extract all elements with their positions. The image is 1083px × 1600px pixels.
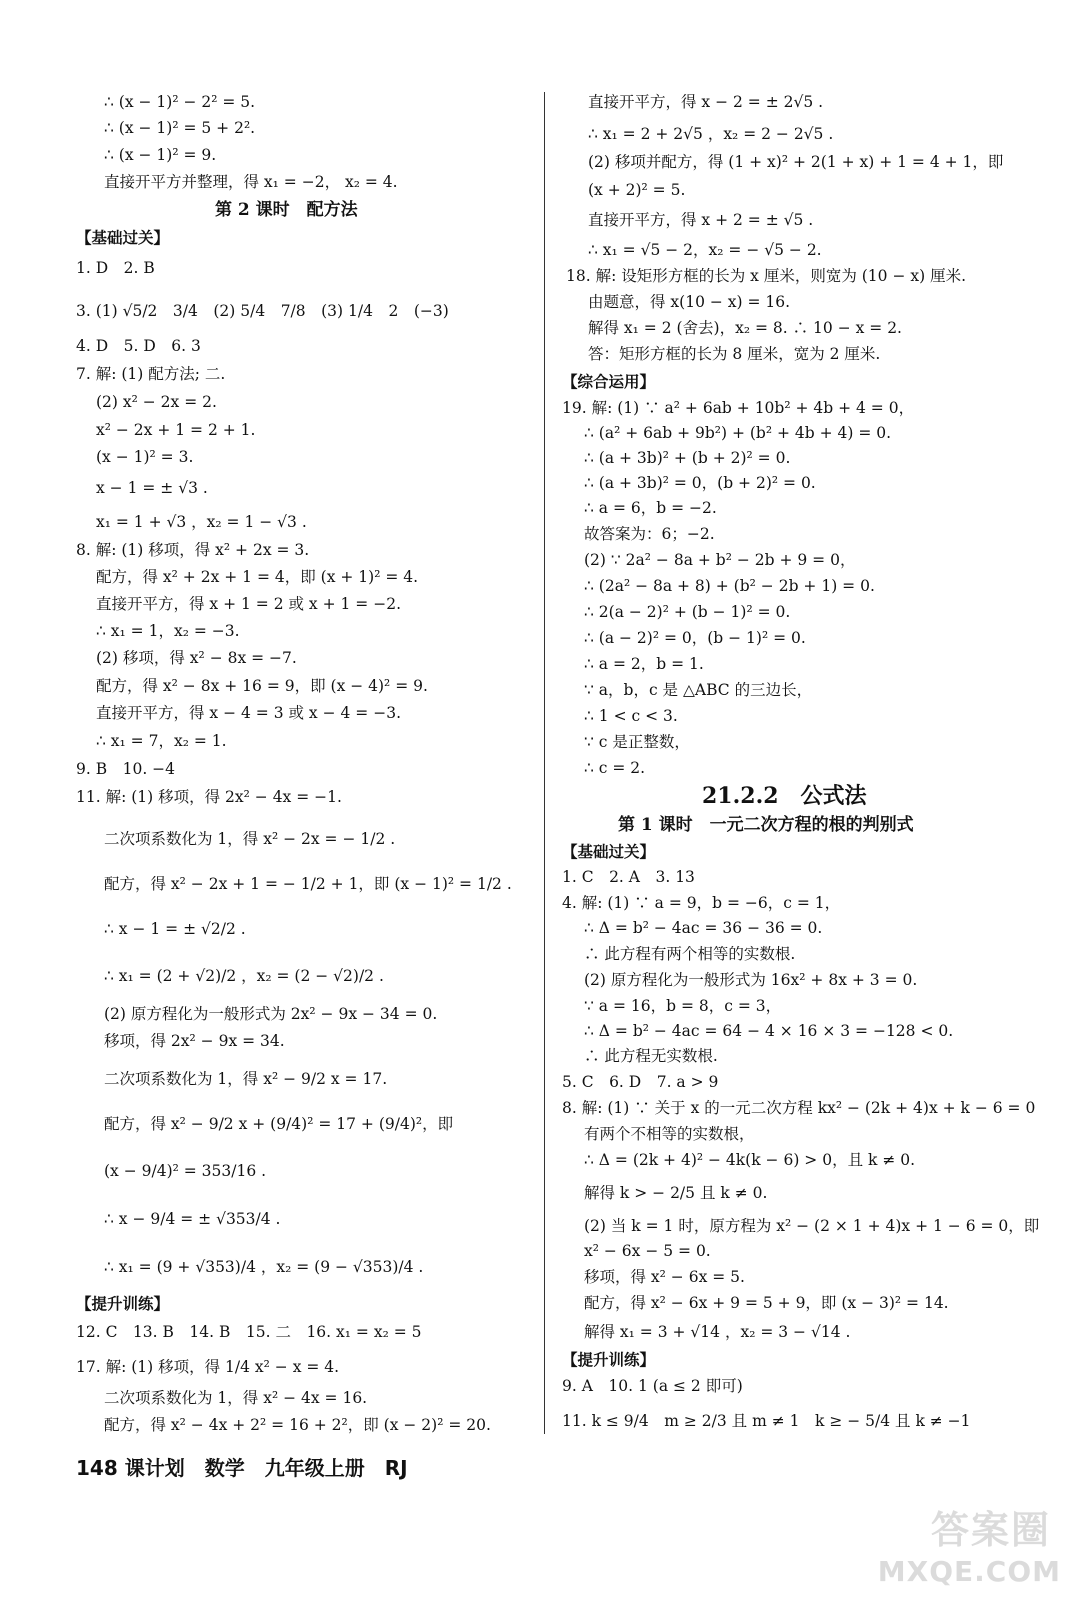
text-line: (2) ∵ 2a² − 8a + b² − 2b + 9 = 0， (584, 551, 856, 569)
page-footer: 148 课计划 数学 九年级上册 RJ (76, 1456, 408, 1480)
text-line: 11. 解: (1) 移项，得 2x² − 4x = −1. (76, 788, 342, 806)
text-line: 配方，得 x² − 9/2 x + (9/4)² = 17 + (9/4)²，即 (104, 1115, 454, 1133)
text-line: 移项，得 2x² − 9x = 34. (104, 1032, 285, 1050)
text-line: ∴ a = 6，b = −2. (584, 499, 717, 517)
text-line: 配方，得 x² − 6x + 9 = 5 + 9，即 (x − 3)² = 14. (584, 1294, 949, 1312)
text-line: ∴ 此方程无实数根. (584, 1047, 718, 1065)
text-line: ∴ Δ = b² − 4ac = 36 − 36 = 0. (584, 919, 823, 937)
text-line: ∴ x₁ = (2 + √2)/2 ，x₂ = (2 − √2)/2 . (104, 967, 384, 985)
text-line: ∴ 此方程有两个相等的实数根. (584, 945, 796, 963)
text-line: 1. C 2. A 3. 13 (562, 868, 695, 886)
text-line: ∴ 1 < c < 3. (584, 707, 678, 725)
text-line: x² − 2x + 1 = 2 + 1. (96, 421, 256, 439)
text-line: ∴ x₁ = (9 + √353)/4 ，x₂ = (9 − √353)/4 . (104, 1258, 424, 1276)
watermark-url: MXQE.COM (877, 1555, 1061, 1588)
text-line: 配方，得 x² − 2x + 1 = − 1/2 + 1，即 (x − 1)² = 1/2 . (104, 875, 512, 893)
text-line: 12. C 13. B 14. B 15. 二 16. x₁ = x₂ = 5 (76, 1323, 422, 1341)
text-line: 直接开平方，得 x − 4 = 3 或 x − 4 = −3. (96, 704, 401, 722)
text-line: 11. k ≤ 9/4 m ≥ 2/3 且 m ≠ 1 k ≥ − 5/4 且 k ≠ −1 (562, 1412, 971, 1430)
text-line: (x − 9/4)² = 353/16 . (104, 1162, 267, 1180)
text-line: 4. D 5. D 6. 3 (76, 337, 201, 355)
text-line: ∴ x − 1 = ± √2/2 . (104, 920, 246, 938)
text-line: 【基础过关】 (562, 842, 656, 861)
text-line: (x − 1)² = 3. (96, 448, 194, 466)
text-line: 4. 解: (1) ∵ a = 9，b = −6，c = 1， (562, 894, 841, 912)
text-line: 17. 解: (1) 移项，得 1/4 x² − x = 4. (76, 1358, 340, 1376)
text-line: 解得 x₁ = 2 (舍去)，x₂ = 8. ∴ 10 − x = 2. (588, 319, 902, 337)
text-line: 5. C 6. D 7. a > 9 (562, 1073, 719, 1091)
text-line: ∴ (x − 1)² − 2² = 5. (104, 93, 256, 111)
text-line: ∴ (a + 3b)² = 0，(b + 2)² = 0. (584, 474, 816, 492)
text-line: ∴ (a + 3b)² + (b + 2)² = 0. (584, 449, 791, 467)
text-line: 移项，得 x² − 6x = 5. (584, 1268, 745, 1286)
text-line: 配方，得 x² + 2x + 1 = 4，即 (x + 1)² = 4. (96, 568, 419, 586)
watermark-text: 答案圈 (930, 1508, 1051, 1552)
text-line: ∴ a = 2，b = 1. (584, 655, 704, 673)
text-line: (2) 原方程化为一般形式为 16x² + 8x + 3 = 0. (584, 971, 918, 989)
text-line: ∴ (x − 1)² = 9. (104, 146, 217, 164)
text-line: ∴ 2(a − 2)² + (b − 1)² = 0. (584, 603, 791, 621)
text-line: ∴ c = 2. (584, 759, 646, 777)
text-line: 第 1 课时 一元二次方程的根的判别式 (618, 815, 914, 835)
text-line: ∴ (x − 1)² = 5 + 2². (104, 119, 256, 137)
text-line: ∵ a = 16，b = 8，c = 3， (584, 997, 782, 1015)
text-line: 21.2.2 公式法 (702, 783, 867, 809)
text-line: 【提升训练】 (76, 1294, 170, 1313)
text-line: 【基础过关】 (76, 228, 170, 247)
text-line: 18. 解: 设矩形方框的长为 x 厘米，则宽为 (10 − x) 厘米. (566, 267, 967, 285)
text-line: 【提升训练】 (562, 1350, 656, 1369)
text-line: 二次项系数化为 1，得 x² − 4x = 16. (104, 1389, 368, 1407)
text-line: (2) 当 k = 1 时，原方程为 x² − (2 × 1 + 4)x + 1 − 6 = 0，即 (584, 1217, 1040, 1235)
text-line: x² − 6x − 5 = 0. (584, 1242, 711, 1260)
text-line: 3. (1) √5/2 3/4 (2) 5/4 7/8 (3) 1/4 2 (−3) (76, 302, 449, 320)
text-line: ∴ x₁ = √5 − 2，x₂ = − √5 − 2. (588, 241, 822, 259)
text-line: ∴ Δ = (2k + 4)² − 4k(k − 6) > 0，且 k ≠ 0. (584, 1151, 916, 1169)
text-line: 有两个不相等的实数根， (584, 1125, 755, 1143)
text-line: 1. D 2. B (76, 259, 155, 277)
text-line: 7. 解: (1) 配方法; 二. (76, 365, 226, 383)
text-line: (2) 移项并配方，得 (1 + x)² + 2(1 + x) + 1 = 4 + 1，即 (588, 153, 1004, 171)
text-line: ∴ x₁ = 2 + 2√5 ，x₂ = 2 − 2√5 . (588, 125, 834, 143)
watermark-logo (849, 1497, 1069, 1592)
text-line: ∴ x₁ = 1，x₂ = −3. (96, 622, 240, 640)
text-line: 二次项系数化为 1，得 x² − 9/2 x = 17. (104, 1070, 388, 1088)
text-line: 9. B 10. −4 (76, 760, 176, 778)
text-line: ∴ (a² + 6ab + 9b²) + (b² + 4b + 4) = 0. (584, 424, 892, 442)
text-line: 配方，得 x² − 4x + 2² = 16 + 2²，即 (x − 2)² = 20. (104, 1416, 491, 1434)
text-line: 直接开平方并整理，得 x₁ = −2， x₂ = 4. (104, 173, 398, 191)
text-line: x₁ = 1 + √3 ，x₂ = 1 − √3 . (96, 513, 307, 531)
text-line: ∴ x₁ = 7，x₂ = 1. (96, 732, 227, 750)
text-line: (x + 2)² = 5. (588, 181, 686, 199)
text-line: 第 2 课时 配方法 (215, 200, 358, 220)
text-line: 故答案为：6；−2. (584, 525, 715, 543)
text-line: 8. 解: (1) 移项，得 x² + 2x = 3. (76, 541, 310, 559)
text-line: 【综合运用】 (562, 372, 656, 391)
text-line: 由题意，得 x(10 − x) = 16. (588, 293, 791, 311)
text-line: ∵ a，b，c 是 △ABC 的三边长， (584, 681, 813, 699)
text-line: 9. A 10. 1 (a ≤ 2 即可) (562, 1377, 743, 1395)
text-line: 解得 x₁ = 3 + √14 ，x₂ = 3 − √14 . (584, 1323, 851, 1341)
text-line: 19. 解: (1) ∵ a² + 6ab + 10b² + 4b + 4 = 0， (562, 399, 915, 417)
text-line: 解得 k > − 2/5 且 k ≠ 0. (584, 1184, 768, 1202)
text-line: ∴ (a − 2)² = 0，(b − 1)² = 0. (584, 629, 806, 647)
text-line: ∴ x − 9/4 = ± √353/4 . (104, 1210, 281, 1228)
text-line: 二次项系数化为 1，得 x² − 2x = − 1/2 . (104, 830, 396, 848)
text-line: x − 1 = ± √3 . (96, 479, 208, 497)
text-line: 直接开平方，得 x + 2 = ± √5 . (588, 211, 814, 229)
text-line: ∴ (2a² − 8a + 8) + (b² − 2b + 1) = 0. (584, 577, 875, 595)
text-line: (2) 原方程化为一般形式为 2x² − 9x − 34 = 0. (104, 1005, 438, 1023)
text-line: 直接开平方，得 x − 2 = ± 2√5 . (588, 93, 824, 111)
column-divider (544, 92, 545, 1434)
text-line: (2) x² − 2x = 2. (96, 393, 217, 411)
text-line: ∵ c 是正整数， (584, 733, 690, 751)
text-line: 直接开平方，得 x + 1 = 2 或 x + 1 = −2. (96, 595, 401, 613)
text-line: ∴ Δ = b² − 4ac = 64 − 4 × 16 × 3 = −128 < 0. (584, 1022, 954, 1040)
text-line: (2) 移项，得 x² − 8x = −7. (96, 649, 297, 667)
text-line: 配方，得 x² − 8x + 16 = 9，即 (x − 4)² = 9. (96, 677, 428, 695)
text-line: 答：矩形方框的长为 8 厘米，宽为 2 厘米. (588, 345, 881, 363)
text-line: 8. 解: (1) ∵ 关于 x 的一元二次方程 kx² − (2k + 4)x + k − 6 = 0 (562, 1099, 1036, 1117)
